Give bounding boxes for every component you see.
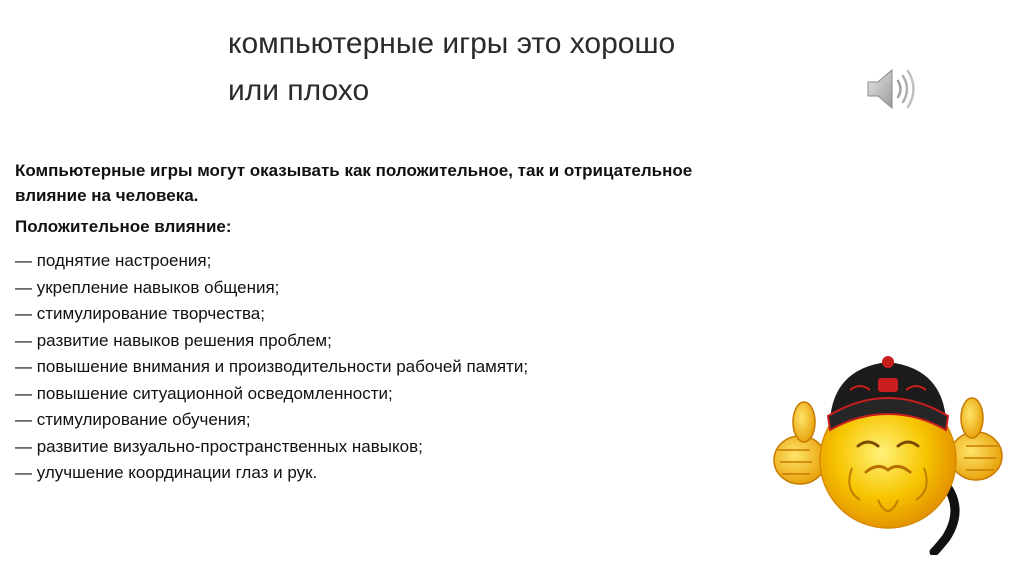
list-item: — поднятие настроения;	[15, 251, 212, 270]
list-item: — стимулирование обучения;	[15, 410, 251, 429]
positive-heading: Положительное влияние:	[15, 217, 232, 236]
positive-list	[15, 248, 715, 487]
list-item: — укрепление навыков общения;	[15, 277, 280, 297]
left-thumb-icon	[774, 402, 826, 484]
speaker-icon[interactable]	[864, 66, 922, 112]
list-item: — улучшение координации глаз и рук.	[15, 463, 318, 482]
list-item: — развитие навыков решения проблем;	[15, 330, 332, 350]
list-item: — стимулирование творчества;	[15, 304, 265, 323]
list-item: — развитие визуально-пространственных навыков;	[15, 436, 423, 456]
slide-title	[228, 20, 828, 114]
intro-text: Компьютерные игры могут оказывать как положительное, так и отрицательное влияние на человека.	[15, 161, 693, 205]
title-line-2: или плохо	[228, 74, 370, 107]
list-item: — повышение внимания и производительности рабочей памяти;	[15, 357, 529, 376]
thumbs-up-smiley-image	[768, 350, 1008, 555]
list-item: — повышение ситуационной осведомленности;	[15, 383, 393, 403]
title-line-1: компьютерные игры это хорошо	[228, 27, 676, 60]
slide-content	[15, 158, 715, 487]
right-thumb-icon	[950, 398, 1002, 480]
